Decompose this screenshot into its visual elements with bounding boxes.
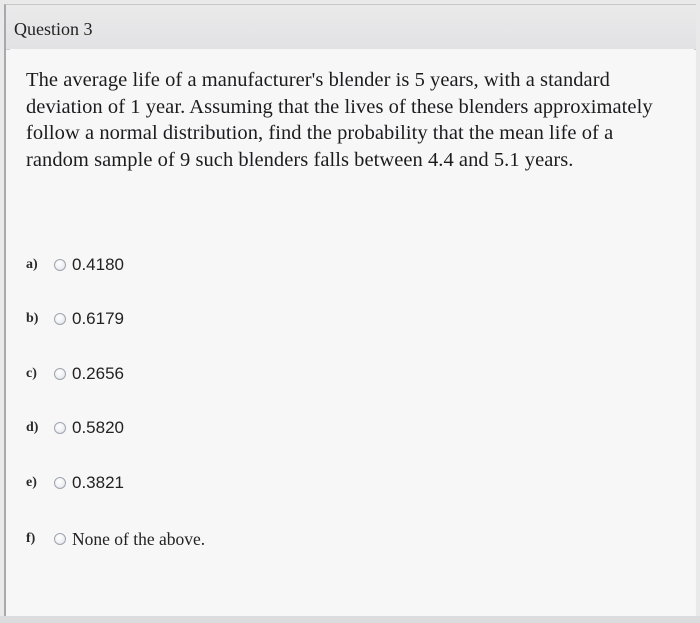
radio-button[interactable]: [54, 533, 66, 545]
question-title: Question 3: [14, 19, 93, 39]
option-label: None of the above.: [72, 528, 206, 549]
option-label: 0.2656: [72, 364, 124, 383]
radio-button[interactable]: [54, 313, 66, 325]
question-text: The average life of a manufacturer's blender is 5 years, with a standard deviation of 1 year. Assuming that the lives of these blenders approximately follow a normal distribution, find the probability that the mean life of a random sample of 9 such blenders falls between 4.4 and 5.1 years.: [26, 69, 653, 171]
option-letter: a): [26, 257, 38, 272]
option-letter: e): [26, 475, 37, 490]
option-b[interactable]: [26, 305, 124, 333]
question-content: [10, 49, 694, 615]
option-label: 0.3821: [72, 473, 124, 492]
option-letter: d): [26, 420, 39, 435]
bottom-edge: [0, 616, 700, 623]
radio-button[interactable]: [54, 477, 66, 489]
option-c[interactable]: [26, 360, 124, 388]
option-d[interactable]: [26, 414, 124, 442]
option-letter: b): [26, 311, 39, 326]
radio-button[interactable]: [54, 422, 66, 434]
option-label: 0.6179: [72, 309, 124, 328]
option-f[interactable]: [26, 525, 205, 553]
option-letter: c): [26, 366, 37, 381]
option-letter: f): [26, 531, 36, 546]
option-label: 0.5820: [72, 418, 124, 437]
option-e[interactable]: [26, 469, 124, 497]
radio-button[interactable]: [54, 259, 66, 271]
option-label: 0.4180: [72, 255, 124, 274]
question-header: [6, 5, 696, 50]
radio-button[interactable]: [54, 368, 66, 380]
option-a[interactable]: [26, 251, 124, 279]
question-panel: [4, 4, 696, 617]
